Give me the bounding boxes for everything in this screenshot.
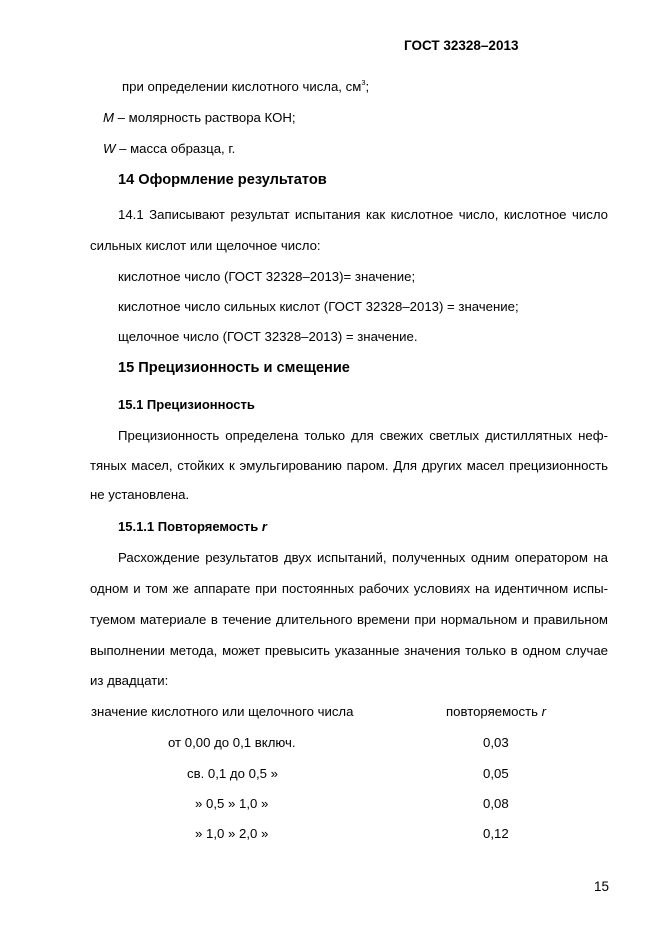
definition-volume-end: ;	[365, 79, 370, 94]
table-col2-header-var: r	[541, 704, 547, 719]
table-cell-value: 0,08	[483, 796, 509, 811]
document-header: ГОСТ 32328–2013	[404, 38, 519, 53]
var-r: r	[261, 519, 267, 534]
table-col2-header-text: повторяемость	[446, 704, 542, 719]
section-14-para-line1: 14.1 Записывают результат испытания как кислотное число, кислотное число	[118, 207, 608, 222]
definition-molarity	[103, 110, 296, 125]
page-number: 15	[594, 879, 610, 894]
section-15-1-1-title	[118, 519, 267, 534]
superscript-3: 3	[361, 78, 366, 87]
table-cell-value: 0,03	[483, 735, 509, 750]
definition-mass	[103, 141, 235, 156]
section-14-title: 14 Оформление результатов	[118, 172, 327, 188]
definition-volume	[122, 78, 369, 94]
table-col2-header	[446, 704, 546, 719]
precision-para-line2: тяных масел, стойких к эмульгированию паром. Для других масел прецизионность	[90, 458, 608, 473]
table-cell-range: от 0,00 до 0,1 включ.	[168, 735, 296, 750]
table-cell-range: » 0,5 » 1,0 »	[195, 796, 269, 811]
repeatability-para-line1: Расхождение результатов двух испытаний, полученных одним оператором на	[118, 550, 608, 565]
section-14-para-line2: сильных кислот или щелочное число:	[90, 238, 321, 253]
definition-mass-text: – масса образца, г.	[115, 141, 236, 156]
precision-para-line1: Прецизионность определена только для свежих светлых дистиллятных неф-	[118, 428, 608, 443]
repeatability-para-line2: одном и том же аппарате при постоянных рабочих условиях на идентичном испы-	[90, 581, 608, 596]
repeatability-para-line5: из двадцати:	[90, 673, 169, 688]
table-cell-range: » 1,0 » 2,0 »	[195, 826, 269, 841]
table-cell-value: 0,05	[483, 766, 509, 781]
precision-para-line3: не установлена.	[90, 487, 190, 502]
table-cell-value: 0,12	[483, 826, 509, 841]
var-m: M	[103, 110, 114, 125]
definition-volume-text: при определении кислотного числа, см	[122, 79, 362, 94]
result-item-acid: кислотное число (ГОСТ 32328–2013)= значение;	[118, 269, 416, 284]
result-item-base: щелочное число (ГОСТ 32328–2013) = значение.	[118, 329, 418, 344]
repeatability-title-text: 15.1.1 Повторяемость	[118, 519, 262, 534]
repeatability-para-line4: выполнении метода, может превысить указанные значения только в одном случае	[90, 643, 608, 658]
definition-molarity-text: – молярность раствора КОН;	[114, 110, 296, 125]
var-w: W	[103, 141, 116, 156]
section-15-title: 15 Прецизионность и смещение	[118, 360, 350, 376]
repeatability-para-line3: туемом материале в течение длительного времени при нормальном и правильном	[90, 612, 608, 627]
table-col1-header: значение кислотного или щелочного числа	[91, 704, 354, 719]
table-cell-range: св. 0,1 до 0,5 »	[187, 766, 278, 781]
result-item-strong-acid: кислотное число сильных кислот (ГОСТ 32328–2013) = значение;	[118, 299, 519, 314]
section-15-1-title: 15.1 Прецизионность	[118, 397, 255, 412]
